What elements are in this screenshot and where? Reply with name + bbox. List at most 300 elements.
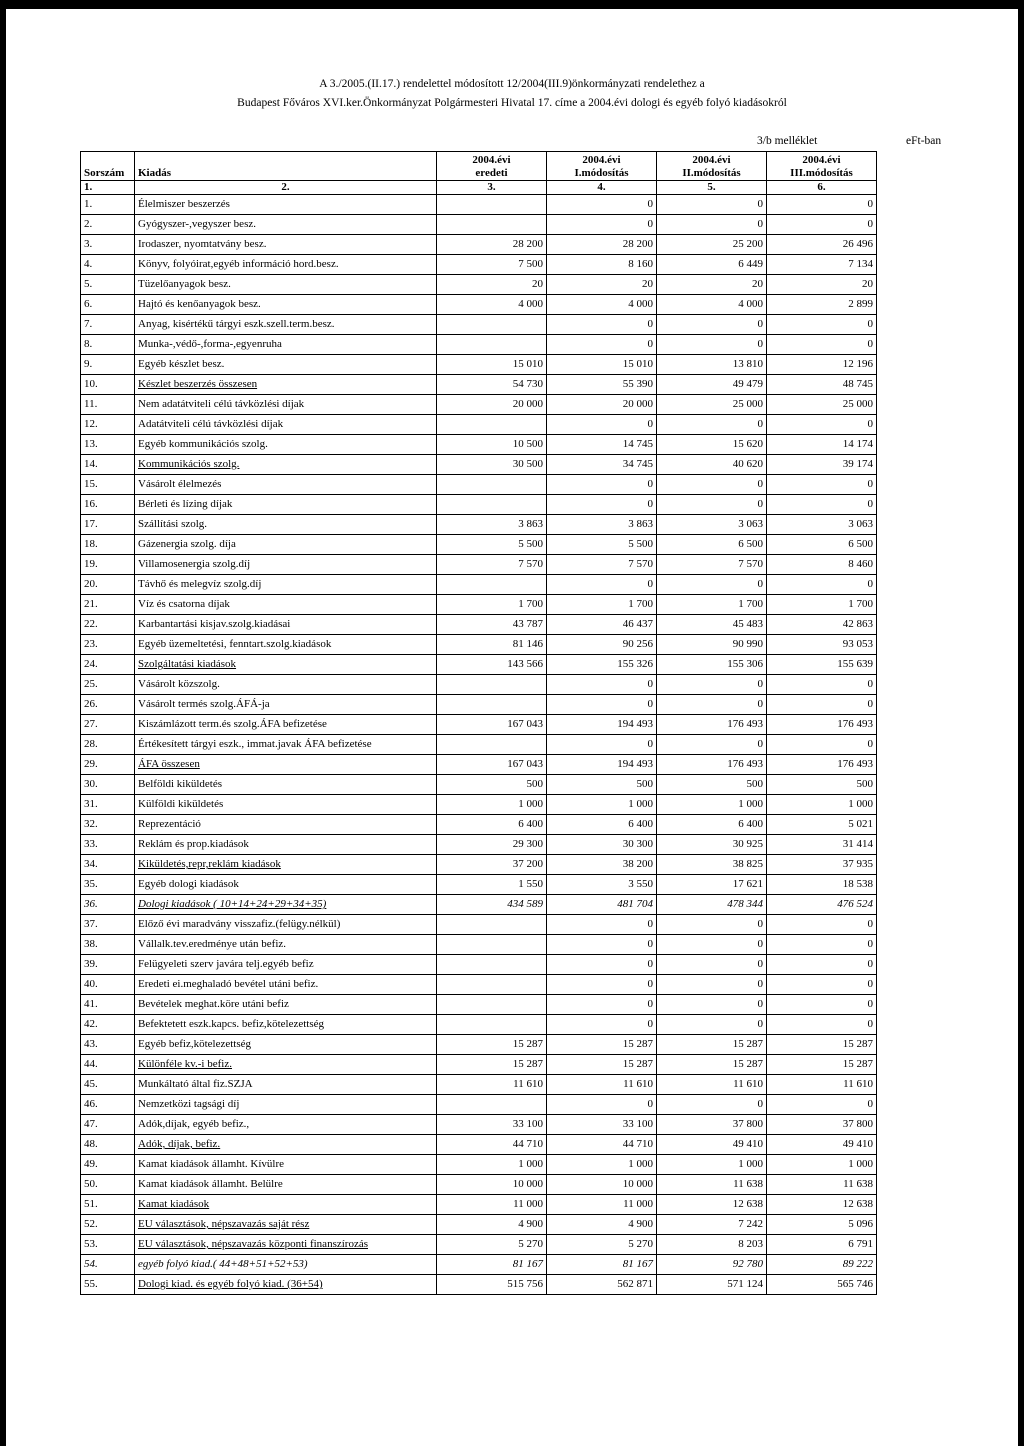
value-mod3: 15 287 [767, 1035, 877, 1055]
table-row [81, 655, 877, 675]
row-label: Értékesített tárgyi eszk., immat.javak ÁFA befizetése [135, 735, 437, 755]
annex-label: 3/b melléklet [757, 135, 818, 147]
table-row [81, 1075, 877, 1095]
table-row [81, 1015, 877, 1035]
table-row [81, 435, 877, 455]
value-mod1: 38 200 [547, 855, 657, 875]
value-mod1: 46 437 [547, 615, 657, 635]
value-mod3: 11 610 [767, 1075, 877, 1095]
value-mod3: 18 538 [767, 875, 877, 895]
table-row [81, 895, 877, 915]
row-label: Kommunikációs szolg. [135, 455, 437, 475]
table-row [81, 835, 877, 855]
value-mod1: 500 [547, 775, 657, 795]
row-label: Víz és csatorna díjak [135, 595, 437, 615]
value-original [437, 415, 547, 435]
value-mod2: 0 [657, 975, 767, 995]
table-row [81, 495, 877, 515]
value-mod2: 15 287 [657, 1035, 767, 1055]
value-mod1: 4 900 [547, 1215, 657, 1235]
value-original: 167 043 [437, 755, 547, 775]
column-header-original-type: eredeti [475, 167, 508, 179]
table-row [81, 815, 877, 835]
value-mod2: 0 [657, 915, 767, 935]
value-mod3: 0 [767, 215, 877, 235]
row-number: 30. [81, 775, 135, 795]
value-mod3: 500 [767, 775, 877, 795]
table-row [81, 615, 877, 635]
value-mod1: 15 010 [547, 355, 657, 375]
value-mod1: 0 [547, 735, 657, 755]
value-mod1: 0 [547, 575, 657, 595]
row-label: Belföldi kiküldetés [135, 775, 437, 795]
row-number: 12. [81, 415, 135, 435]
row-label: Eredeti ei.meghaladó bevétel utáni befiz. [135, 975, 437, 995]
table-row [81, 355, 877, 375]
row-label: Villamosenergia szolg.díj [135, 555, 437, 575]
value-mod1: 1 000 [547, 795, 657, 815]
value-mod1: 10 000 [547, 1175, 657, 1195]
row-number: 45. [81, 1075, 135, 1095]
column-number-6: 6. [767, 181, 877, 195]
value-mod2: 500 [657, 775, 767, 795]
value-mod2: 176 493 [657, 715, 767, 735]
value-mod3: 1 000 [767, 795, 877, 815]
value-original: 81 167 [437, 1255, 547, 1275]
value-mod2: 7 570 [657, 555, 767, 575]
document-title-line1: A 3./2005.(II.17.) rendelettel módosított 12/2004(III.9)önkormányzati rendelethez a [319, 78, 705, 90]
value-mod3: 5 021 [767, 815, 877, 835]
table-row [81, 235, 877, 255]
value-original: 29 300 [437, 835, 547, 855]
row-number: 50. [81, 1175, 135, 1195]
value-mod3: 6 791 [767, 1235, 877, 1255]
value-mod2: 12 638 [657, 1195, 767, 1215]
value-mod1: 20 [547, 275, 657, 295]
value-mod3: 26 496 [767, 235, 877, 255]
value-mod1: 0 [547, 1015, 657, 1035]
table-row [81, 395, 877, 415]
table-row [81, 635, 877, 655]
value-original [437, 935, 547, 955]
table-row [81, 315, 877, 335]
value-mod2: 0 [657, 415, 767, 435]
table-row [81, 1235, 877, 1255]
value-mod3: 0 [767, 475, 877, 495]
value-mod1: 0 [547, 195, 657, 215]
row-number: 47. [81, 1115, 135, 1135]
value-mod2: 6 400 [657, 815, 767, 835]
value-mod2: 0 [657, 575, 767, 595]
row-number: 55. [81, 1275, 135, 1295]
table-row [81, 955, 877, 975]
row-label: Reprezentáció [135, 815, 437, 835]
value-mod3: 176 493 [767, 715, 877, 735]
column-header-mod1-year: 2004.évi [582, 154, 621, 166]
value-original [437, 575, 547, 595]
value-mod2: 0 [657, 675, 767, 695]
row-label: Szolgáltatási kiadások [135, 655, 437, 675]
row-label: Bérleti és lízing díjak [135, 495, 437, 515]
value-original: 15 010 [437, 355, 547, 375]
row-number: 3. [81, 235, 135, 255]
row-number: 37. [81, 915, 135, 935]
value-mod3: 20 [767, 275, 877, 295]
value-mod3: 0 [767, 735, 877, 755]
value-mod3: 0 [767, 1095, 877, 1115]
value-mod2: 13 810 [657, 355, 767, 375]
row-label: Egyéb befiz,kötelezettség [135, 1035, 437, 1055]
value-mod1: 34 745 [547, 455, 657, 475]
column-header-number: Sorszám [81, 152, 135, 181]
value-mod1: 0 [547, 1095, 657, 1115]
value-original [437, 495, 547, 515]
table-row [81, 1275, 877, 1295]
unit-label: eFt-ban [906, 135, 942, 147]
value-mod2: 37 800 [657, 1115, 767, 1135]
table-row [81, 215, 877, 235]
value-mod3: 1 000 [767, 1155, 877, 1175]
table-row [81, 1035, 877, 1055]
value-original [437, 955, 547, 975]
row-number: 44. [81, 1055, 135, 1075]
value-mod1: 14 745 [547, 435, 657, 455]
value-mod2: 6 449 [657, 255, 767, 275]
value-original: 500 [437, 775, 547, 795]
value-mod2: 155 306 [657, 655, 767, 675]
value-mod2: 49 479 [657, 375, 767, 395]
value-mod3: 565 746 [767, 1275, 877, 1295]
value-mod3: 89 222 [767, 1255, 877, 1275]
value-mod3: 0 [767, 495, 877, 515]
column-number-1: 1. [81, 181, 135, 195]
value-original: 15 287 [437, 1035, 547, 1055]
value-mod1: 5 270 [547, 1235, 657, 1255]
row-number: 33. [81, 835, 135, 855]
scan-border-left [0, 0, 6, 1446]
document-title-line2: Budapest Főváros XVI.ker.Önkormányzat Polgármesteri Hivatal 17. címe a 2004.évi dologi és egyéb folyó kiadásokról [237, 97, 787, 109]
row-label: Könyv, folyóirat,egyéb információ hord.besz. [135, 255, 437, 275]
column-header-mod2-type: II.módosítás [682, 167, 741, 179]
row-label: Dologi kiadások ( 10+14+24+29+34+35) [135, 895, 437, 915]
value-original: 81 146 [437, 635, 547, 655]
row-number: 29. [81, 755, 135, 775]
row-number: 31. [81, 795, 135, 815]
table-row [81, 455, 877, 475]
row-number: 22. [81, 615, 135, 635]
row-number: 24. [81, 655, 135, 675]
table-row [81, 1195, 877, 1215]
value-original: 15 287 [437, 1055, 547, 1075]
value-original: 10 500 [437, 435, 547, 455]
value-original: 7 570 [437, 555, 547, 575]
table-row [81, 675, 877, 695]
value-mod1: 3 863 [547, 515, 657, 535]
value-mod3: 0 [767, 575, 877, 595]
value-original: 44 710 [437, 1135, 547, 1155]
table-row [81, 335, 877, 355]
value-mod2: 40 620 [657, 455, 767, 475]
row-label: Vállalk.tev.eredménye után befiz. [135, 935, 437, 955]
value-mod2: 0 [657, 335, 767, 355]
row-number: 15. [81, 475, 135, 495]
value-mod2: 90 990 [657, 635, 767, 655]
table-row [81, 475, 877, 495]
value-original: 5 500 [437, 535, 547, 555]
row-label: Felügyeleti szerv javára telj.egyéb befiz [135, 955, 437, 975]
table-row [81, 695, 877, 715]
value-original [437, 975, 547, 995]
value-mod1: 155 326 [547, 655, 657, 675]
row-label: Bevételek meghat.köre utáni befiz [135, 995, 437, 1015]
row-number: 39. [81, 955, 135, 975]
value-original [437, 695, 547, 715]
value-original [437, 215, 547, 235]
value-original: 1 700 [437, 595, 547, 615]
value-original: 7 500 [437, 255, 547, 275]
table-row [81, 1115, 877, 1135]
row-label: Vásárolt termés szolg.ÁFÁ-ja [135, 695, 437, 715]
row-label: Egyéb dologi kiadások [135, 875, 437, 895]
row-label: Kamat kiadások [135, 1195, 437, 1215]
column-number-3: 3. [437, 181, 547, 195]
value-mod1: 0 [547, 315, 657, 335]
row-number: 17. [81, 515, 135, 535]
row-number: 19. [81, 555, 135, 575]
value-mod3: 11 638 [767, 1175, 877, 1195]
value-mod2: 45 483 [657, 615, 767, 635]
value-mod3: 0 [767, 335, 877, 355]
column-header-mod1 [547, 152, 657, 181]
table-row [81, 715, 877, 735]
expense-table [80, 151, 877, 1295]
value-mod1: 0 [547, 975, 657, 995]
row-number: 4. [81, 255, 135, 275]
row-number: 41. [81, 995, 135, 1015]
row-label: Kamat kiadások államht. Kívülre [135, 1155, 437, 1175]
value-mod2: 4 000 [657, 295, 767, 315]
table-row [81, 755, 877, 775]
row-label: Előző évi maradvány visszafiz.(felügy.nélkül) [135, 915, 437, 935]
value-mod3: 3 063 [767, 515, 877, 535]
table-row [81, 875, 877, 895]
value-mod1: 0 [547, 915, 657, 935]
table-body [81, 195, 877, 1295]
column-number-4: 4. [547, 181, 657, 195]
value-original: 5 270 [437, 1235, 547, 1255]
row-label: Adatátviteli célú távközlési díjak [135, 415, 437, 435]
table-row [81, 915, 877, 935]
value-original [437, 675, 547, 695]
value-mod2: 17 621 [657, 875, 767, 895]
value-mod1: 0 [547, 675, 657, 695]
column-header-original [437, 152, 547, 181]
row-label: Vásárolt közszolg. [135, 675, 437, 695]
value-original: 11 610 [437, 1075, 547, 1095]
value-original: 54 730 [437, 375, 547, 395]
value-original: 434 589 [437, 895, 547, 915]
value-mod2: 0 [657, 495, 767, 515]
row-number: 40. [81, 975, 135, 995]
value-mod2: 478 344 [657, 895, 767, 915]
value-mod1: 0 [547, 955, 657, 975]
table-row [81, 975, 877, 995]
column-header-mod3-type: III.módosítás [790, 167, 853, 179]
row-label: Munkáltató által fiz.SZJA [135, 1075, 437, 1095]
row-number: 10. [81, 375, 135, 395]
value-original [437, 195, 547, 215]
value-mod3: 2 899 [767, 295, 877, 315]
row-label: Befektetett eszk.kapcs. befiz,kötelezettség [135, 1015, 437, 1035]
value-mod1: 30 300 [547, 835, 657, 855]
row-label: Hajtó és kenőanyagok besz. [135, 295, 437, 315]
row-number: 34. [81, 855, 135, 875]
row-number: 13. [81, 435, 135, 455]
row-number: 52. [81, 1215, 135, 1235]
table-row [81, 775, 877, 795]
value-mod1: 194 493 [547, 715, 657, 735]
value-original: 37 200 [437, 855, 547, 875]
value-original [437, 735, 547, 755]
value-mod2: 20 [657, 275, 767, 295]
value-mod2: 1 700 [657, 595, 767, 615]
row-number: 32. [81, 815, 135, 835]
table-row [81, 1155, 877, 1175]
row-label: Irodaszer, nyomtatvány besz. [135, 235, 437, 255]
table-row [81, 535, 877, 555]
table-row [81, 255, 877, 275]
row-label: Kiszámlázott term.és szolg.ÁFA befizetése [135, 715, 437, 735]
value-mod3: 12 638 [767, 1195, 877, 1215]
row-label: Dologi kiad. és egyéb folyó kiad. (36+54) [135, 1275, 437, 1295]
value-mod1: 8 160 [547, 255, 657, 275]
value-mod2: 0 [657, 1095, 767, 1115]
row-number: 43. [81, 1035, 135, 1055]
column-header-name: Kiadás [135, 152, 437, 181]
value-mod2: 8 203 [657, 1235, 767, 1255]
row-number: 28. [81, 735, 135, 755]
value-original: 10 000 [437, 1175, 547, 1195]
value-mod2: 0 [657, 935, 767, 955]
value-mod3: 176 493 [767, 755, 877, 775]
value-mod2: 11 638 [657, 1175, 767, 1195]
value-original: 6 400 [437, 815, 547, 835]
value-mod2: 11 610 [657, 1075, 767, 1095]
row-label: Anyag, kisértékű tárgyi eszk.szell.term.besz. [135, 315, 437, 335]
row-number: 54. [81, 1255, 135, 1275]
value-original: 28 200 [437, 235, 547, 255]
value-mod2: 25 200 [657, 235, 767, 255]
value-mod3: 7 134 [767, 255, 877, 275]
value-mod1: 481 704 [547, 895, 657, 915]
table-row [81, 935, 877, 955]
value-original [437, 335, 547, 355]
row-label: Szállítási szolg. [135, 515, 437, 535]
value-mod1: 81 167 [547, 1255, 657, 1275]
row-number: 42. [81, 1015, 135, 1035]
row-number: 6. [81, 295, 135, 315]
value-mod2: 92 780 [657, 1255, 767, 1275]
table-row [81, 1215, 877, 1235]
value-mod1: 1 000 [547, 1155, 657, 1175]
value-mod2: 38 825 [657, 855, 767, 875]
row-label: Kiküldetés,repr,reklám kiadások [135, 855, 437, 875]
value-original: 43 787 [437, 615, 547, 635]
row-number: 25. [81, 675, 135, 695]
row-number: 9. [81, 355, 135, 375]
table-row [81, 415, 877, 435]
table-row [81, 295, 877, 315]
row-label: Távhő és melegvíz szolg.díj [135, 575, 437, 595]
row-number: 8. [81, 335, 135, 355]
value-mod1: 20 000 [547, 395, 657, 415]
row-number: 36. [81, 895, 135, 915]
value-mod1: 90 256 [547, 635, 657, 655]
value-mod3: 8 460 [767, 555, 877, 575]
value-mod3: 5 096 [767, 1215, 877, 1235]
table-row [81, 575, 877, 595]
row-number: 7. [81, 315, 135, 335]
column-number-row [81, 181, 877, 195]
value-mod2: 1 000 [657, 1155, 767, 1175]
value-mod2: 0 [657, 315, 767, 335]
row-label: Gyógyszer-,vegyszer besz. [135, 215, 437, 235]
value-original: 3 863 [437, 515, 547, 535]
value-mod1: 0 [547, 995, 657, 1015]
table-row [81, 1175, 877, 1195]
value-original: 143 566 [437, 655, 547, 675]
column-number-2: 2. [135, 181, 437, 195]
value-mod3: 1 700 [767, 595, 877, 615]
row-number: 51. [81, 1195, 135, 1215]
row-number: 38. [81, 935, 135, 955]
row-number: 23. [81, 635, 135, 655]
value-mod1: 194 493 [547, 755, 657, 775]
value-mod3: 0 [767, 975, 877, 995]
value-mod1: 1 700 [547, 595, 657, 615]
value-mod1: 28 200 [547, 235, 657, 255]
value-original: 4 000 [437, 295, 547, 315]
column-header-mod1-type: I.módosítás [574, 167, 629, 179]
row-label: egyéb folyó kiad.( 44+48+51+52+53) [135, 1255, 437, 1275]
value-mod1: 33 100 [547, 1115, 657, 1135]
value-mod1: 44 710 [547, 1135, 657, 1155]
value-mod2: 1 000 [657, 795, 767, 815]
scan-border-right [1018, 0, 1024, 1446]
value-mod2: 571 124 [657, 1275, 767, 1295]
value-mod1: 4 000 [547, 295, 657, 315]
value-mod3: 0 [767, 935, 877, 955]
value-mod1: 0 [547, 215, 657, 235]
value-original: 1 550 [437, 875, 547, 895]
value-mod3: 37 935 [767, 855, 877, 875]
value-mod3: 0 [767, 315, 877, 335]
row-number: 2. [81, 215, 135, 235]
value-mod3: 0 [767, 915, 877, 935]
value-original: 33 100 [437, 1115, 547, 1135]
value-mod3: 12 196 [767, 355, 877, 375]
row-label: Nem adatátviteli célú távközlési díjak [135, 395, 437, 415]
value-mod2: 0 [657, 475, 767, 495]
row-number: 27. [81, 715, 135, 735]
value-mod1: 55 390 [547, 375, 657, 395]
column-number-5: 5. [657, 181, 767, 195]
value-mod2: 3 063 [657, 515, 767, 535]
column-header-mod2 [657, 152, 767, 181]
row-label: Karbantartási kisjav.szolg.kiadásai [135, 615, 437, 635]
column-header-original-year: 2004.évi [472, 154, 511, 166]
value-mod3: 49 410 [767, 1135, 877, 1155]
